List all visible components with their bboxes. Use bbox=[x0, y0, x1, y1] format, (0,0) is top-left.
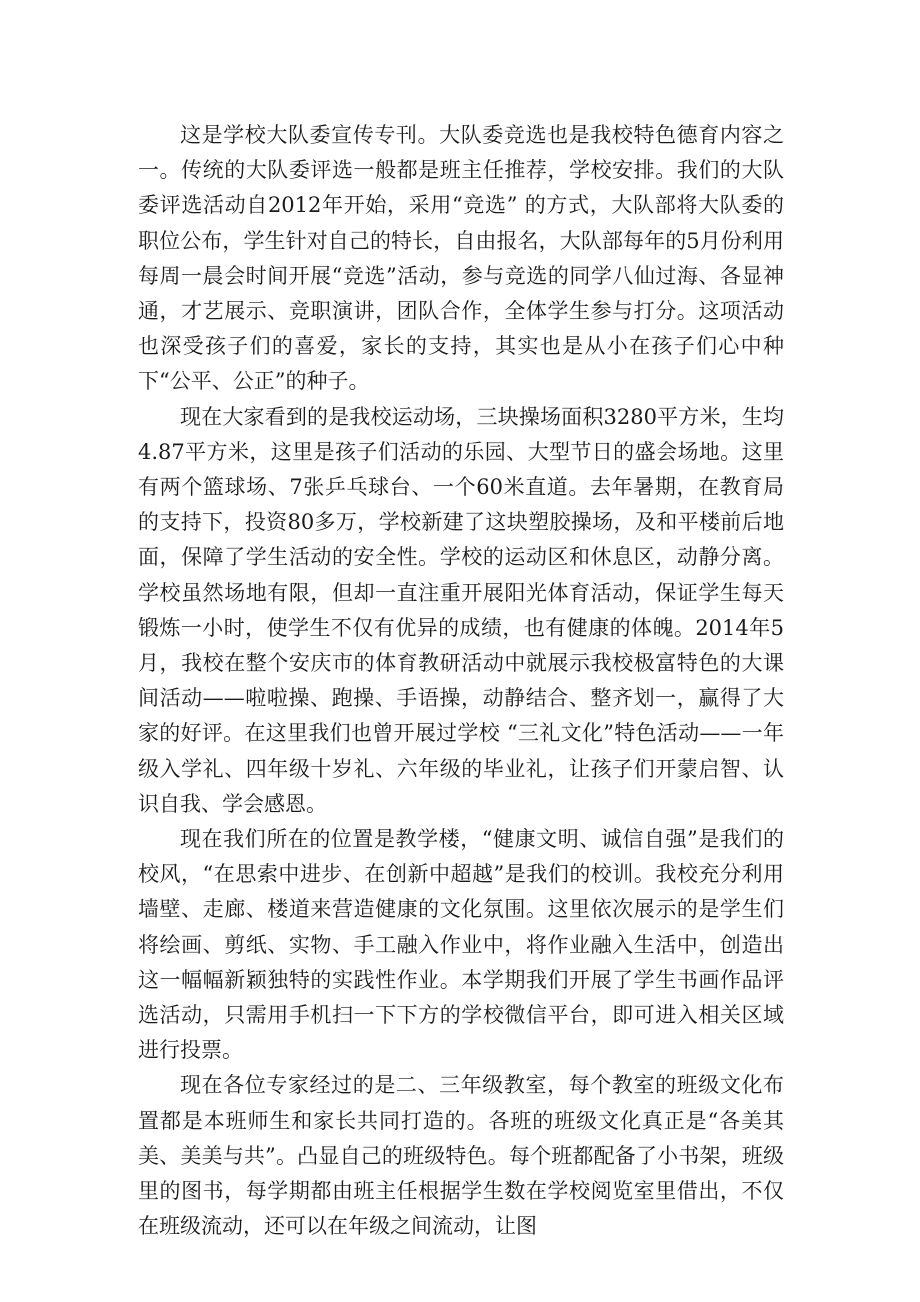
paragraph-student-council: 这是学校大队委宣传专刊。大队委竞选也是我校特色德育内容之一。传统的大队委评选一般都是班主任推荐，学校安排。我们的大队委评选活动自2012年开始，采用“竞选” 的方式，大队部将大队委的职位公布，学生针对自己的特长，自由报名，大队部每年的5月份利用每周一晨会时间开展“竞选”活动，参与竞选的同学八仙过海、各显神通，才艺展示、竞职演讲，团队合作，全体学生参与打分。这项活动也深受孩子们的喜爱，家长的支持，其实也是从小在孩子们心中种下“公平、公正”的种子。 bbox=[138, 123, 784, 394]
document-page bbox=[138, 118, 784, 1245]
paragraph-sports-field: 现在大家看到的是我校运动场，三块操场面积3280平方米，生均4.87平方米，这里是孩子们活动的乐园、大型节日的盛会场地。这里有两个篮球场、7张乒乓球台、一个60米直道。去年暑期，在教育局的支持下，投资80多万，学校新建了这块塑胶操场，及和平楼前后地面，保障了学生活动的安全性。学校的运动区和休息区，动静分离。学校虽然场地有限，但却一直注重开展阳光体育活动，保证学生每天锻炼一小时，使学生不仅有优异的成绩，也有健康的体魄。2014年5月，我校在整个安庆市的体育教研活动中就展示我校极富特色的大课间活动——啦啦操、跑操、手语操，动静结合、整齐划一，赢得了大家的好评。在这里我们也曾开展过学校 “三礼文化”特色活动——一年级入学礼、四年级十岁礼、六年级的毕业礼，让孩子们开蒙启智、认识自我、学会感恩。 bbox=[138, 404, 784, 816]
paragraph-classrooms: 现在各位专家经过的是二、三年级教室，每个教室的班级文化布置都是本班师生和家长共同打造的。各班的班级文化真正是“各美其美、美美与共”。凸显自己的班级特色。每个班都配备了小书架，班级里的图书，每学期都由班主任根据学生数在学校阅览室里借出，不仅在班级流动，还可以在年级之间流动，让图 bbox=[138, 1073, 784, 1239]
paragraph-teaching-building: 现在我们所在的位置是教学楼，“健康文明、诚信自强”是我们的校风，“在思索中进步、在创新中超越”是我们的校训。我校充分利用墙壁、走廊、楼道来营造健康的文化氛围。这里依次展示的是学生们将绘画、剪纸、实物、手工融入作业中，将作业融入生活中，创造出这一幅幅新颖独特的实践性作业。本学期我们开展了学生书画作品评选活动，只需用手机扫一下下方的学校微信平台，即可进入相关区域进行投票。 bbox=[138, 827, 784, 1063]
